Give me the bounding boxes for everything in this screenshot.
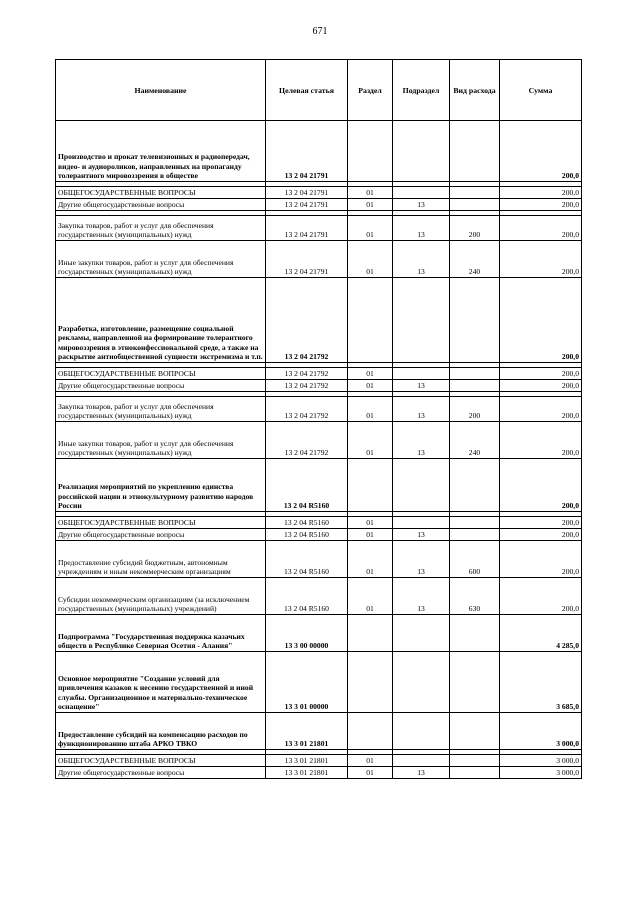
row-code-cell: 13 3 01 21801 [266, 755, 348, 767]
header-name: Наименование [56, 60, 266, 121]
table-row [56, 278, 582, 363]
table-row [56, 187, 582, 199]
row-code-cell: 13 2 04 R5160 [266, 459, 348, 512]
row-code-cell: 13 2 04 21792 [266, 278, 348, 363]
row-section-cell: 01 [348, 241, 393, 278]
row-amount-cell: 200,0 [500, 368, 582, 380]
row-code-cell: 13 3 01 21801 [266, 713, 348, 750]
row-subsection-cell [393, 615, 450, 652]
row-section-cell: 01 [348, 422, 393, 459]
table-header-row [56, 60, 582, 121]
row-amount-cell: 200,0 [500, 517, 582, 529]
row-subsection-cell [393, 121, 450, 182]
row-section-cell: 01 [348, 541, 393, 578]
row-code-cell: 13 2 04 21791 [266, 199, 348, 211]
row-amount-cell: 200,0 [500, 121, 582, 182]
table-row [56, 517, 582, 529]
row-amount-cell: 200,0 [500, 578, 582, 615]
row-amount-cell: 3 000,0 [500, 767, 582, 779]
row-name-cell: Иные закупки товаров, работ и услуг для обеспечения государственных (муниципальных) нужд [56, 241, 266, 278]
row-amount-cell: 200,0 [500, 187, 582, 199]
row-name-cell: Реализация мероприятий по укреплению единства российской нации и этнокультурному развитию народов России [56, 459, 266, 512]
row-expense-type-cell [450, 459, 500, 512]
row-code-cell: 13 2 04 R5160 [266, 529, 348, 541]
row-name-cell: Закупка товаров, работ и услуг для обеспечения государственных (муниципальных) нужд [56, 397, 266, 422]
row-subsection-cell: 13 [393, 216, 450, 241]
row-code-cell: 13 2 04 21791 [266, 187, 348, 199]
row-amount-cell: 200,0 [500, 216, 582, 241]
table-row [56, 368, 582, 380]
page-number: 671 [312, 26, 328, 37]
row-expense-type-cell [450, 652, 500, 713]
row-section-cell [348, 652, 393, 713]
row-name-cell: ОБЩЕГОСУДАРСТВЕННЫЕ ВОПРОСЫ [56, 755, 266, 767]
row-code-cell: 13 3 00 00000 [266, 615, 348, 652]
table-row [56, 241, 582, 278]
row-expense-type-cell [450, 278, 500, 363]
table-row [56, 121, 582, 182]
row-subsection-cell [393, 517, 450, 529]
table-row [56, 380, 582, 392]
row-code-cell: 13 2 04 21792 [266, 380, 348, 392]
row-section-cell: 01 [348, 517, 393, 529]
row-expense-type-cell [450, 615, 500, 652]
row-name-cell: ОБЩЕГОСУДАРСТВЕННЫЕ ВОПРОСЫ [56, 368, 266, 380]
row-subsection-cell [393, 278, 450, 363]
table-row [56, 652, 582, 713]
row-expense-type-cell [450, 767, 500, 779]
table-row [56, 459, 582, 512]
row-name-cell: ОБЩЕГОСУДАРСТВЕННЫЕ ВОПРОСЫ [56, 517, 266, 529]
row-section-cell [348, 121, 393, 182]
row-expense-type-cell [450, 121, 500, 182]
row-name-cell: ОБЩЕГОСУДАРСТВЕННЫЕ ВОПРОСЫ [56, 187, 266, 199]
header-expense-type: Вид расхода [450, 60, 500, 121]
row-code-cell: 13 2 04 21791 [266, 121, 348, 182]
row-amount-cell: 200,0 [500, 541, 582, 578]
row-name-cell: Предоставление субсидий на компенсацию расходов по функционированию штаба АРКО ТВКО [56, 713, 266, 750]
row-subsection-cell: 13 [393, 422, 450, 459]
table-row [56, 216, 582, 241]
row-expense-type-cell: 240 [450, 422, 500, 459]
row-expense-type-cell: 200 [450, 216, 500, 241]
row-section-cell: 01 [348, 199, 393, 211]
table-row [56, 713, 582, 750]
row-subsection-cell: 13 [393, 578, 450, 615]
row-name-cell: Закупка товаров, работ и услуг для обеспечения государственных (муниципальных) нужд [56, 216, 266, 241]
row-code-cell: 13 2 04 21792 [266, 368, 348, 380]
row-name-cell: Производство и прокат телевизионных и радиопередач, видео- и аудиороликов, направленных на пропаганду толерантного мировоззрения в обществе [56, 121, 266, 182]
row-name-cell: Иные закупки товаров, работ и услуг для обеспечения государственных (муниципальных) нужд [56, 422, 266, 459]
row-name-cell: Предоставление субсидий бюджетным, автономным учреждениям и иным некоммерческим организациям [56, 541, 266, 578]
row-name-cell: Субсидии некоммерческим организациям (за исключением государственных (муниципальных) учреждений) [56, 578, 266, 615]
row-name-cell: Другие общегосударственные вопросы [56, 199, 266, 211]
row-amount-cell: 3 000,0 [500, 755, 582, 767]
row-section-cell: 01 [348, 767, 393, 779]
row-subsection-cell: 13 [393, 541, 450, 578]
table-row [56, 755, 582, 767]
row-name-cell: Другие общегосударственные вопросы [56, 529, 266, 541]
row-expense-type-cell [450, 713, 500, 750]
row-code-cell: 13 3 01 21801 [266, 767, 348, 779]
row-code-cell: 13 2 04 21791 [266, 241, 348, 278]
table-row [56, 615, 582, 652]
row-subsection-cell [393, 459, 450, 512]
row-expense-type-cell [450, 187, 500, 199]
budget-table [55, 59, 582, 779]
row-amount-cell: 200,0 [500, 397, 582, 422]
row-section-cell: 01 [348, 397, 393, 422]
row-expense-type-cell [450, 529, 500, 541]
row-amount-cell: 200,0 [500, 278, 582, 363]
row-expense-type-cell: 630 [450, 578, 500, 615]
row-subsection-cell [393, 713, 450, 750]
header-amount: Сумма [500, 60, 582, 121]
row-code-cell: 13 2 04 21792 [266, 422, 348, 459]
row-amount-cell: 200,0 [500, 529, 582, 541]
row-amount-cell: 3 000,0 [500, 713, 582, 750]
table-row [56, 529, 582, 541]
row-name-cell: Другие общегосударственные вопросы [56, 767, 266, 779]
row-amount-cell: 200,0 [500, 241, 582, 278]
header-section: Раздел [348, 60, 393, 121]
table-row [56, 422, 582, 459]
row-subsection-cell [393, 652, 450, 713]
table-row [56, 541, 582, 578]
row-expense-type-cell: 600 [450, 541, 500, 578]
row-name-cell: Разработка, изготовление, размещение социальной рекламы, направленной на формирование толерантного мировоззрения в этноконфессиональной среде, а также на раскрытие антиобщественной сущности экстремизма и т.п. [56, 278, 266, 363]
budget-table-body [56, 121, 582, 779]
row-amount-cell: 200,0 [500, 422, 582, 459]
header-target-article: Целевая статья [266, 60, 348, 121]
row-expense-type-cell: 200 [450, 397, 500, 422]
row-subsection-cell: 13 [393, 241, 450, 278]
row-code-cell: 13 2 04 21792 [266, 397, 348, 422]
row-code-cell: 13 2 04 R5160 [266, 517, 348, 529]
row-code-cell: 13 3 01 00000 [266, 652, 348, 713]
row-expense-type-cell [450, 517, 500, 529]
row-section-cell [348, 713, 393, 750]
table-row [56, 199, 582, 211]
row-section-cell: 01 [348, 529, 393, 541]
row-subsection-cell: 13 [393, 767, 450, 779]
row-expense-type-cell [450, 199, 500, 211]
row-amount-cell: 4 285,0 [500, 615, 582, 652]
row-amount-cell: 3 685,0 [500, 652, 582, 713]
row-code-cell: 13 2 04 R5160 [266, 578, 348, 615]
row-subsection-cell [393, 755, 450, 767]
row-code-cell: 13 2 04 R5160 [266, 541, 348, 578]
row-amount-cell: 200,0 [500, 199, 582, 211]
row-section-cell [348, 459, 393, 512]
row-section-cell: 01 [348, 368, 393, 380]
row-name-cell: Основное мероприятие "Создание условий для привлечения казаков к несению государственной и иной службы. Организационное и материально-техническое оснащение" [56, 652, 266, 713]
row-expense-type-cell [450, 380, 500, 392]
row-section-cell [348, 278, 393, 363]
row-subsection-cell: 13 [393, 397, 450, 422]
table-row [56, 767, 582, 779]
table-row [56, 397, 582, 422]
header-subsection: Подраздел [393, 60, 450, 121]
row-section-cell: 01 [348, 187, 393, 199]
row-subsection-cell [393, 368, 450, 380]
row-expense-type-cell [450, 755, 500, 767]
row-subsection-cell: 13 [393, 380, 450, 392]
row-section-cell: 01 [348, 380, 393, 392]
row-subsection-cell: 13 [393, 529, 450, 541]
row-section-cell: 01 [348, 755, 393, 767]
row-subsection-cell [393, 187, 450, 199]
row-name-cell: Другие общегосударственные вопросы [56, 380, 266, 392]
row-expense-type-cell [450, 368, 500, 380]
row-code-cell: 13 2 04 21791 [266, 216, 348, 241]
table-row [56, 578, 582, 615]
row-section-cell [348, 615, 393, 652]
row-amount-cell: 200,0 [500, 459, 582, 512]
row-name-cell: Подпрограмма "Государственная поддержка казачьих обществ в Республике Северная Осетия - Алания" [56, 615, 266, 652]
row-amount-cell: 200,0 [500, 380, 582, 392]
row-section-cell: 01 [348, 578, 393, 615]
row-expense-type-cell: 240 [450, 241, 500, 278]
row-subsection-cell: 13 [393, 199, 450, 211]
row-section-cell: 01 [348, 216, 393, 241]
